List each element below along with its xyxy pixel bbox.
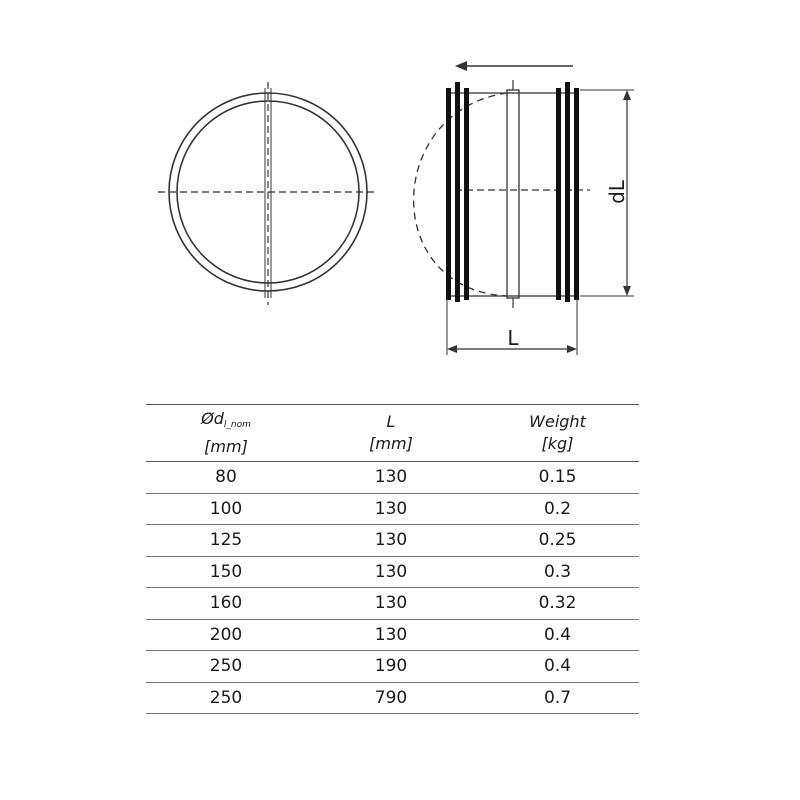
cell-length: 130 [306, 493, 476, 525]
cell-weight: 0.15 [476, 462, 639, 494]
column-header-length: L [mm] [369, 412, 413, 453]
dimension-label-L: L [507, 326, 519, 350]
cell-weight: 0.7 [476, 682, 639, 714]
cell-length: 130 [306, 588, 476, 620]
table-header-row [146, 405, 639, 462]
damper-swing-arc [414, 93, 507, 296]
table-row [146, 556, 639, 588]
cell-length: 190 [306, 651, 476, 683]
seal-ring [574, 88, 579, 300]
cell-length: 130 [306, 556, 476, 588]
cell-weight: 0.4 [476, 619, 639, 651]
table-row [146, 462, 639, 494]
cell-weight: 0.2 [476, 493, 639, 525]
table-row [146, 682, 639, 714]
cell-diameter: 125 [146, 525, 306, 557]
seal-ring [464, 88, 469, 300]
cell-diameter: 200 [146, 619, 306, 651]
damper-technical-drawing [0, 0, 800, 380]
cell-diameter: 80 [146, 462, 306, 494]
cell-length: 790 [306, 682, 476, 714]
cell-length: 130 [306, 619, 476, 651]
column-header-weight: Weight [kg] [529, 412, 586, 453]
cell-diameter: 100 [146, 493, 306, 525]
cell-weight: 0.3 [476, 556, 639, 588]
dimension-label-dL: dL [605, 180, 629, 204]
cell-diameter: 250 [146, 651, 306, 683]
cell-weight: 0.25 [476, 525, 639, 557]
seal-ring [556, 88, 561, 300]
side-view [414, 61, 634, 355]
table-row [146, 525, 639, 557]
cell-diameter: 160 [146, 588, 306, 620]
table-row [146, 651, 639, 683]
seal-ring [565, 82, 570, 302]
cell-diameter: 250 [146, 682, 306, 714]
column-header-diameter: $Ød_{l\_nom}$ [mm] [201, 409, 251, 456]
table-row [146, 588, 639, 620]
cell-weight: 0.32 [476, 588, 639, 620]
cell-weight: 0.4 [476, 651, 639, 683]
front-view [158, 82, 378, 305]
seal-ring [455, 82, 460, 302]
table-body [146, 462, 639, 714]
cell-diameter: 150 [146, 556, 306, 588]
cell-length: 130 [306, 525, 476, 557]
table-row [146, 619, 639, 651]
table-row [146, 493, 639, 525]
specification-table [146, 404, 639, 714]
cell-length: 130 [306, 462, 476, 494]
seal-ring [446, 88, 451, 300]
